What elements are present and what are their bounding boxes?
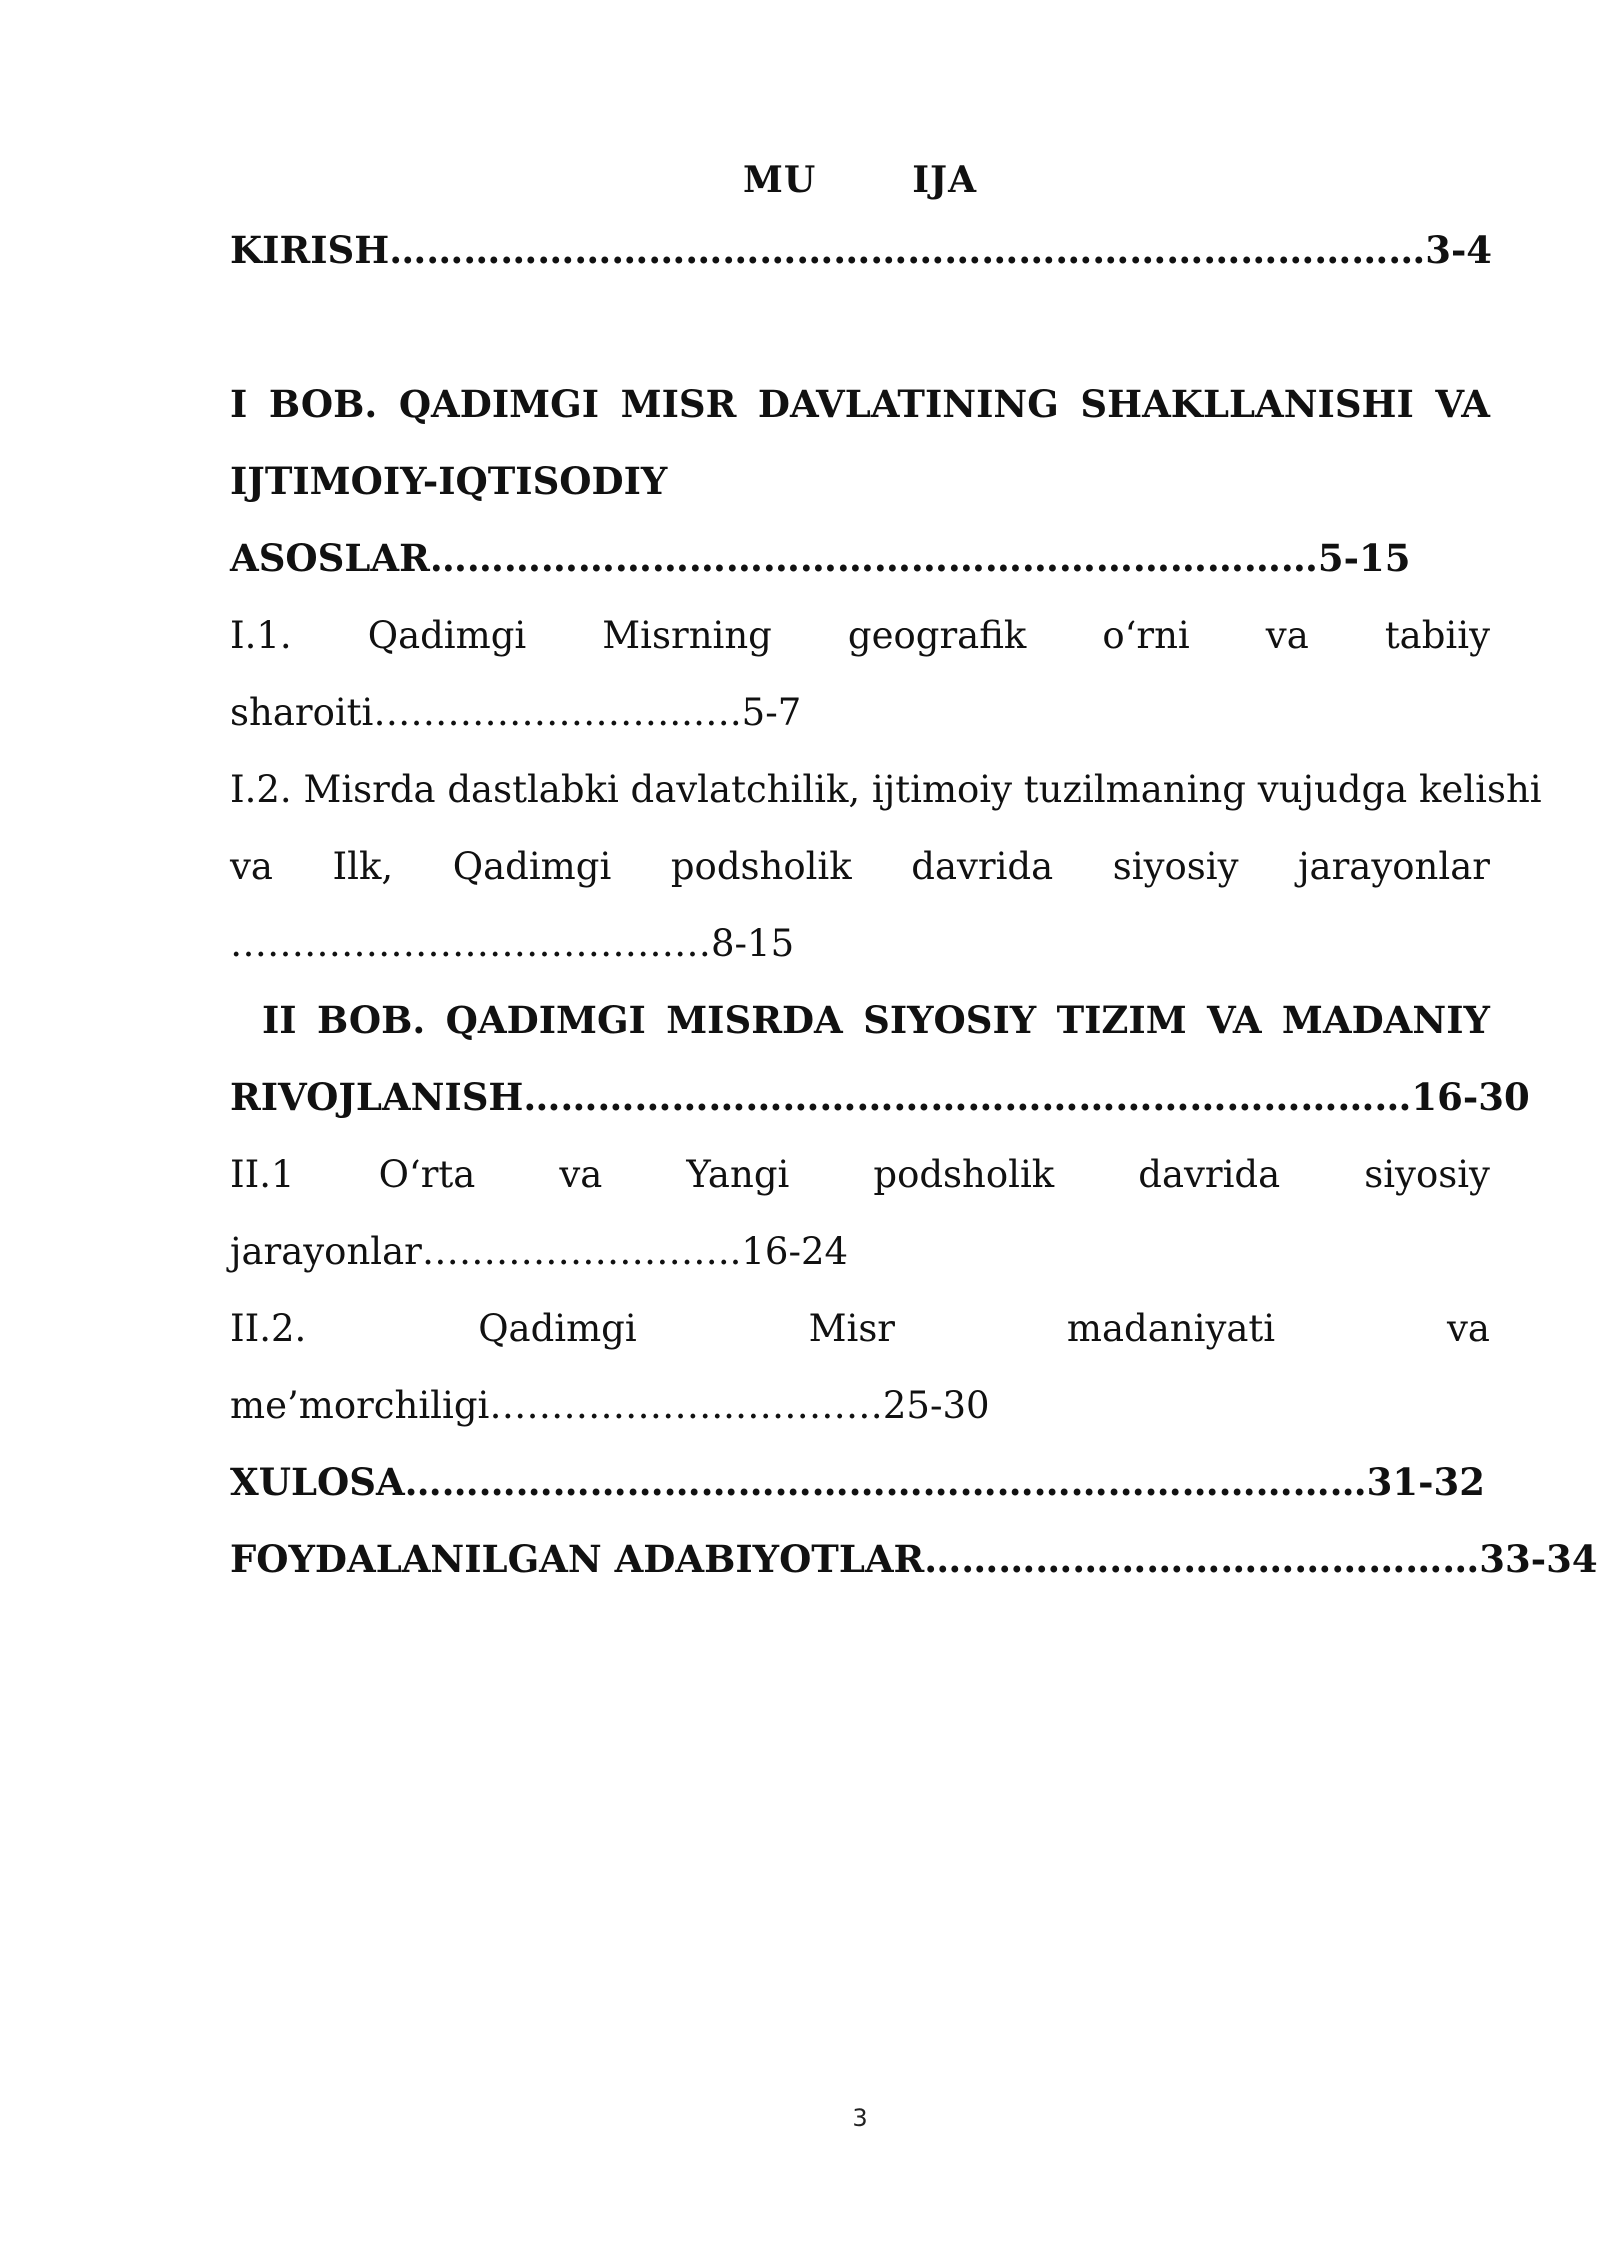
- toc-section-1-2: I.2. Misrda dastlabki davlatchilik, ijtimoiy tuzilmaning vujudga kelishi: [230, 768, 1542, 811]
- section-word: Misrning: [602, 614, 772, 657]
- toc-entry-kirish: KIRISH…………………………………………………………………………3-4: [230, 228, 1493, 272]
- heading-word: MISRDA: [666, 998, 843, 1042]
- section-word: va: [1265, 614, 1309, 657]
- toc-chapter-2-pages: RIVOJLANISH………………………………………………………………16-30: [230, 1075, 1530, 1119]
- section-word: geografik: [847, 614, 1027, 657]
- toc-entry-xulosa: XULOSA……………………………………………………………………31-32: [230, 1460, 1485, 1504]
- toc-section-2-1: [230, 1136, 1490, 1213]
- section-word: va: [1447, 1307, 1490, 1350]
- section-word: II.1: [230, 1153, 295, 1196]
- section-word: O‘rta: [378, 1153, 476, 1196]
- toc-entry-adabiyotlar: FOYDALANILGAN ADABIYOTLAR………………………………………33-34: [230, 1537, 1598, 1581]
- heading-word: QADIMGI: [398, 382, 600, 426]
- section-word: Misr: [808, 1307, 895, 1350]
- section-word: Qadimgi: [367, 614, 527, 657]
- heading-word: II: [262, 998, 297, 1042]
- heading-word: I: [230, 382, 248, 426]
- heading-word: QADIMGI: [445, 998, 646, 1042]
- section-word: o‘rni: [1102, 614, 1190, 657]
- section-word: davrida: [911, 845, 1054, 888]
- section-word: Yangi: [686, 1153, 790, 1196]
- toc-title-left: MU: [742, 159, 817, 201]
- toc-section-1-1: [230, 597, 1490, 674]
- toc-section-2-1-pages: jarayonlar……………………..16-24: [230, 1230, 849, 1273]
- heading-word: BOB.: [268, 382, 378, 426]
- section-word: I.1.: [230, 614, 292, 657]
- heading-word: SHAKLLANISHI: [1080, 382, 1414, 426]
- section-word: podsholik: [873, 1153, 1055, 1196]
- toc-title-right: IJA: [912, 159, 978, 201]
- section-word: tabiiy: [1384, 614, 1490, 657]
- section-word: Ilk,: [332, 845, 394, 888]
- section-word: madaniyati: [1066, 1307, 1276, 1350]
- heading-word: DAVLATINING: [757, 382, 1059, 426]
- section-word: siyosiy: [1112, 845, 1239, 888]
- heading-word: MISR: [620, 382, 737, 426]
- toc-section-2-2: [230, 1290, 1490, 1367]
- toc-title: [230, 148, 1490, 212]
- section-word: va: [230, 845, 273, 888]
- section-word: siyosiy: [1364, 1153, 1490, 1196]
- toc-section-2-2-pages: me’morchiligi………………..…………25-30: [230, 1384, 990, 1427]
- toc-chapter-2-heading: [230, 982, 1490, 1059]
- heading-word: TIZIM: [1056, 998, 1187, 1042]
- heading-word: SIYOSIY: [863, 998, 1037, 1042]
- heading-word: VA: [1207, 998, 1262, 1042]
- toc-section-1-2-pages: …………………………………8-15: [230, 922, 795, 965]
- toc-chapter-1-pages: ASOSLAR………………………………………………………………5-15: [230, 536, 1411, 580]
- heading-word: VA: [1435, 382, 1490, 426]
- section-word: Qadimgi: [452, 845, 612, 888]
- section-word: davrida: [1138, 1153, 1281, 1196]
- section-word: II.2.: [230, 1307, 307, 1350]
- section-word: va: [559, 1153, 603, 1196]
- toc-chapter-1-heading-cont: IJTIMOIY-IQTISODIY: [230, 459, 668, 503]
- heading-word: MADANIY: [1281, 998, 1490, 1042]
- toc-section-1-2-cont: [230, 828, 1490, 905]
- section-word: jarayonlar: [1298, 845, 1490, 888]
- heading-word: BOB.: [316, 998, 426, 1042]
- toc-chapter-1-heading: [230, 366, 1490, 443]
- page-number: 3: [852, 2104, 868, 2132]
- section-word: podsholik: [670, 845, 852, 888]
- table-of-contents: [230, 148, 1598, 1598]
- toc-section-1-1-pages: sharoiti……………………..….5-7: [230, 691, 802, 734]
- section-word: Qadimgi: [478, 1307, 637, 1350]
